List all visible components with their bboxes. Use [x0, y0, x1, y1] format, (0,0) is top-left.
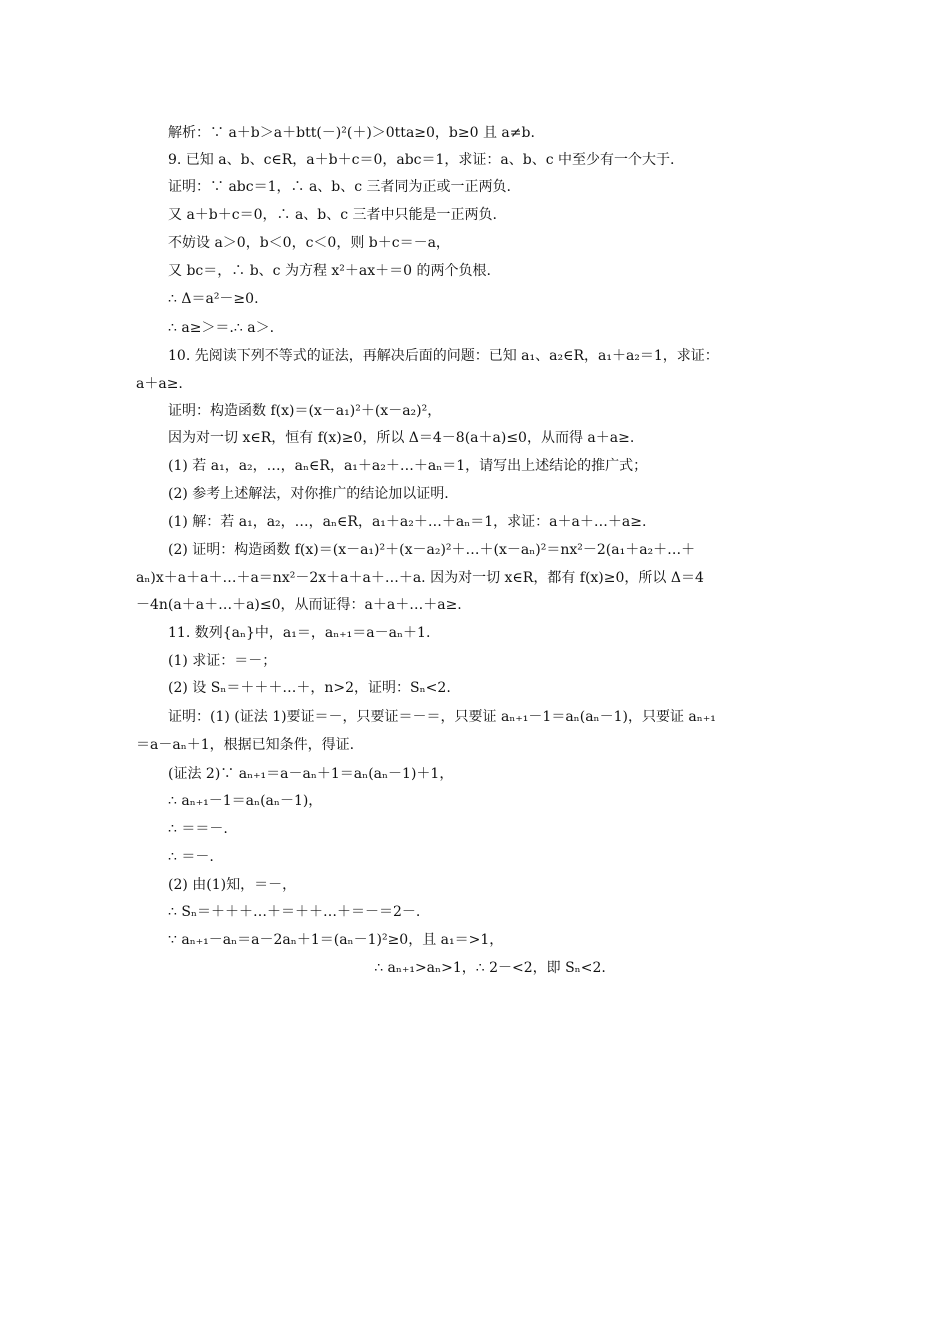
problem-10-answer-2-cont: aₙ)x＋a＋a＋…＋a＝nx²－2x＋a＋a＋…＋a. 因为对一切 x∈R，都有 f(x)≥0，所以 Δ＝4: [136, 570, 704, 586]
problem-9-proof-line: 又 bc＝，∴ b、c 为方程 x²＋ax＋＝0 的两个负根.: [168, 263, 491, 279]
problem-10-part-2: (2) 参考上述解法，对你推广的结论加以证明.: [168, 486, 449, 502]
problem-10-proof-line: 证明：构造函数 f(x)＝(x－a₁)²＋(x－a₂)²，: [168, 403, 442, 419]
problem-10-answer-1: (1) 解：若 a₁，a₂，…，aₙ∈R，a₁＋a₂＋…＋aₙ＝1，求证：a＋a＋…＋a≥.: [168, 514, 647, 530]
problem-11-proof-line: (2) 由(1)知，＝－，: [168, 877, 297, 893]
problem-11-proof-line: ∵ aₙ₊₁－aₙ＝a－2aₙ＋1＝(aₙ－1)²≥0，且 a₁＝>1，: [168, 932, 504, 948]
solution-line-8: 解析：∵ a＋b＞a＋btt(－)²(＋)＞0tta≥0，b≥0 且 a≠b.: [168, 125, 535, 141]
problem-9-proof-line: ∴ a≥＞＝.∴ a＞.: [168, 320, 275, 336]
problem-11-proof-line: 证明：(1) (证法 1)要证＝－，只要证＝－＝，只要证 aₙ₊₁－1＝aₙ(aₙ－1)，只要证 aₙ₊₁: [168, 709, 716, 725]
problem-9-proof-line: 证明：∵ abc＝1，∴ a、b、c 三者同为正或一正两负.: [168, 179, 512, 195]
problem-10-answer-2-cont: －4n(a＋a＋…＋a)≤0，从而证得：a＋a＋…＋a≥.: [136, 597, 462, 613]
problem-11-proof-line: ∴ ＝＝－.: [168, 821, 228, 837]
problem-11-part-1: (1) 求证：＝－；: [168, 653, 277, 669]
problem-10-proof-line: 因为对一切 x∈R，恒有 f(x)≥0，所以 Δ＝4－8(a＋a)≤0，从而得 a＋a≥.: [168, 430, 635, 446]
problem-9-proof-line: 不妨设 a＞0，b＜0，c＜0，则 b＋c＝－a，: [168, 235, 450, 251]
problem-11-conclusion: ∴ aₙ₊₁>aₙ>1，∴ 2－<2，即 Sₙ<2.: [374, 960, 606, 976]
problem-11-proof-line-cont: ＝a－aₙ＋1，根据已知条件，得证.: [136, 737, 355, 753]
problem-10-answer-2: (2) 证明：构造函数 f(x)＝(x－a₁)²＋(x－a₂)²＋…＋(x－aₙ)²＝nx²－2(a₁＋a₂＋…＋: [168, 542, 696, 558]
problem-9-proof-line: ∴ Δ＝a²－≥0.: [168, 291, 259, 307]
problem-10-part-1: (1) 若 a₁，a₂，…，aₙ∈R，a₁＋a₂＋…＋aₙ＝1，请写出上述结论的推广式；: [168, 458, 648, 474]
problem-9-statement: 9. 已知 a、b、c∈R，a＋b＋c＝0，abc＝1，求证：a、b、c 中至少有一个大于.: [168, 152, 675, 168]
problem-11-part-2: (2) 设 Sₙ＝＋＋＋…＋，n>2，证明：Sₙ<2.: [168, 680, 451, 696]
problem-10-statement: 10. 先阅读下列不等式的证法，再解决后面的问题：已知 a₁、a₂∈R，a₁＋a₂＝1，求证：: [168, 348, 719, 364]
problem-11-statement: 11. 数列{aₙ}中，a₁＝，aₙ₊₁＝a－aₙ＋1.: [168, 625, 431, 641]
problem-11-proof-line: ∴ Sₙ＝＋＋＋…＋＝＋＋…＋＝－＝2－.: [168, 904, 421, 920]
problem-11-proof-line: (证法 2)∵ aₙ₊₁＝a－aₙ＋1＝aₙ(aₙ－1)＋1，: [168, 766, 454, 782]
problem-9-proof-line: 又 a＋b＋c＝0，∴ a、b、c 三者中只能是一正两负.: [168, 207, 498, 223]
problem-10-statement-cont: a＋a≥.: [136, 376, 183, 392]
problem-11-proof-line: ∴ ＝－.: [168, 849, 214, 865]
problem-11-proof-line: ∴ aₙ₊₁－1＝aₙ(aₙ－1)，: [168, 793, 323, 809]
